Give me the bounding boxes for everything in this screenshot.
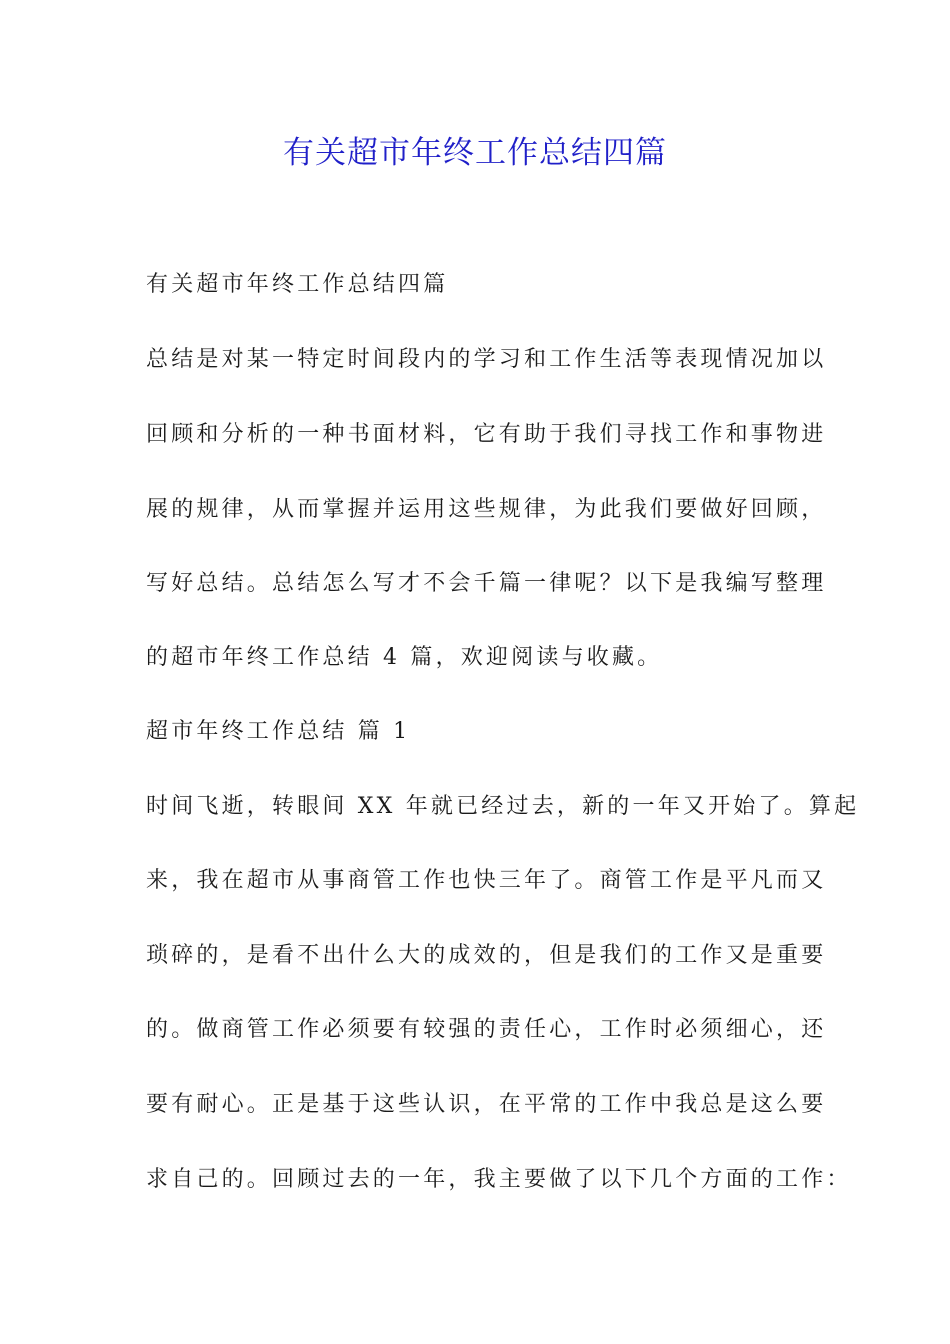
paragraph-line: 要有耐心。正是基于这些认识，在平常的工作中我总是这么要	[146, 1092, 827, 1117]
subtitle-line: 有关超市年终工作总结四篇	[146, 272, 449, 297]
paragraph-line: 展的规律，从而掌握并运用这些规律，为此我们要做好回顾，	[146, 497, 827, 522]
paragraph-line: 总结是对某一特定时间段内的学习和工作生活等表现情况加以	[146, 347, 827, 372]
paragraph-line: 来，我在超市从事商管工作也快三年了。商管工作是平凡而又	[146, 868, 827, 893]
section-heading: 超市年终工作总结 篇 1	[146, 719, 411, 744]
paragraph-line: 的。做商管工作必须要有较强的责任心，工作时必须细心，还	[146, 1017, 827, 1042]
paragraph-line: 琐碎的，是看不出什么大的成效的，但是我们的工作又是重要	[146, 943, 827, 968]
paragraph-line: 的超市年终工作总结 4 篇，欢迎阅读与收藏。	[146, 645, 663, 670]
paragraph-line: 写好总结。总结怎么写才不会千篇一律呢？以下是我编写整理	[146, 571, 827, 596]
paragraph-line: 回顾和分析的一种书面材料，它有助于我们寻找工作和事物进	[146, 422, 827, 447]
paragraph-line: 求自己的。回顾过去的一年，我主要做了以下几个方面的工作：	[146, 1167, 852, 1192]
paragraph-line: 时间飞逝，转眼间 XX 年就已经过去，新的一年又开始了。算起	[146, 794, 860, 819]
page-title: 有关超市年终工作总结四篇	[283, 135, 667, 171]
